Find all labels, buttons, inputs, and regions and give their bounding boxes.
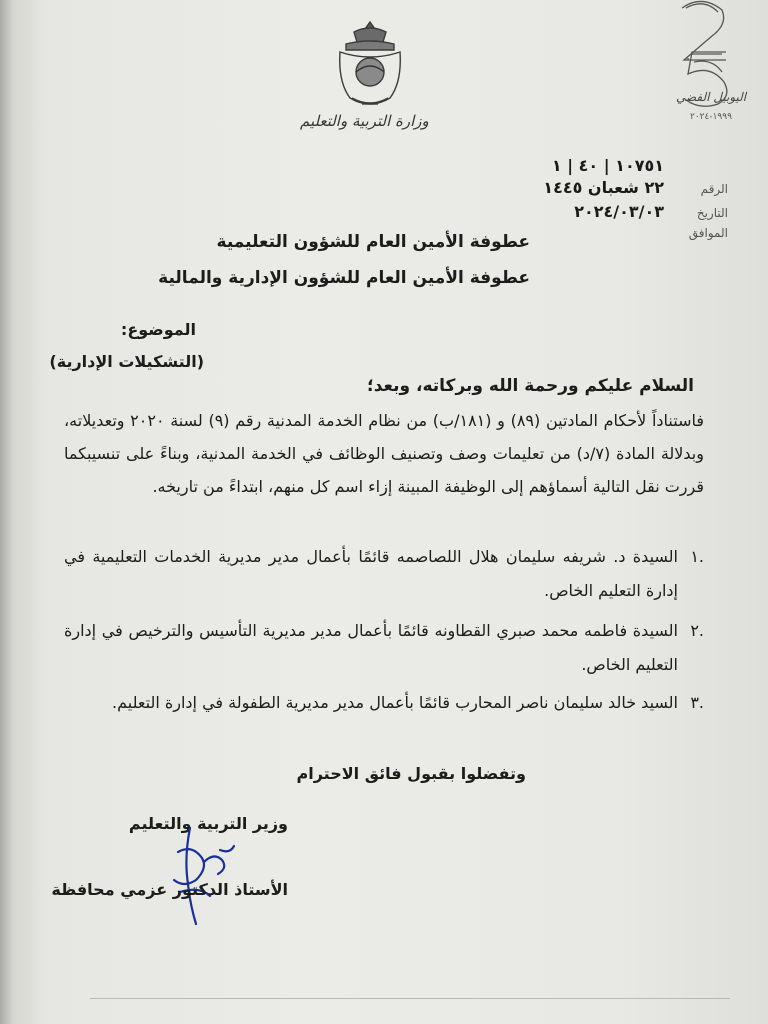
list-item-number: .١	[690, 547, 704, 566]
jubilee-caption: اليوبيل الفضي	[676, 90, 747, 104]
reference-number: ١٠٧٥١ | ٤٠ | ١	[551, 156, 664, 175]
signatory-title: وزير التربية والتعليم	[128, 814, 288, 833]
gregorian-date: ٢٠٢٤/٠٣/٠٣	[574, 202, 664, 221]
date-label: التاريخ	[696, 206, 728, 220]
list-item-text: السيد خالد سليمان ناصر المحارب قائمًا بأعمال مدير مديرية الطفولة في إدارة التعليم.	[112, 693, 678, 712]
scan-edge-shadow	[0, 0, 14, 1024]
greeting: السلام عليكم ورحمة الله وبركاته، وبعد؛	[366, 376, 694, 396]
signatory-name: الأستاذ الدكتور عزمي محافظة	[51, 880, 288, 899]
list-item-number: .٢	[690, 621, 704, 640]
list-item	[64, 540, 704, 608]
jordan-crest-icon	[332, 18, 408, 110]
list-item	[64, 614, 704, 682]
list-item-text: السيدة د. شريفه سليمان هلال اللصاصمه قائمًا بأعمال مدير مديرية الخدمات التعليمية في إدارة التعليم الخاص.	[64, 547, 678, 600]
handwritten-signature-icon	[150, 822, 250, 932]
addressee-education: عطوفة الأمين العام للشؤون التعليمية	[216, 232, 530, 252]
date-row	[574, 202, 728, 221]
list-item-text: السيدة فاطمه محمد صبري القطاونه قائمًا بأعمال مدير مديرية التأسيس والترخيص في إدارة التعليم الخاص.	[64, 621, 678, 674]
reference-number-row	[552, 156, 728, 175]
subject-value: (التشكيلات الإدارية)	[49, 352, 204, 371]
hijri-date: ٢٢ شعبان ١٤٤٥	[543, 178, 664, 197]
list-item	[64, 686, 704, 720]
body-paragraph: فاستناداً لأحكام المادتين (٨٩) و (١٨١/ب) من نظام الخدمة المدنية رقم (٩) لسنة ٢٠٢٠ وتعديلاته، وبدلالة المادة (٧/د) من تعليمات وصف وتصنيف الوظائف في الخدمة المدنية، وبناءً على تنسيبكما قررت نقل التالية أسماؤهم إلى الوظيفة المبينة إزاء اسم كل منهم، ابتداءً من تاريخه.	[64, 411, 704, 496]
jubilee-years: ١٩٩٩-٢٠٢٤	[690, 112, 732, 122]
reference-label-row	[543, 178, 728, 197]
list-item-number: .٣	[690, 693, 704, 712]
closing-line: وتفضلوا بقبول فائق الاحترام	[296, 764, 526, 783]
reference-label: الرقم	[700, 182, 728, 196]
silver-jubilee-25-icon	[668, 0, 742, 126]
ministry-logo-text: وزارة التربية والتعليم	[300, 112, 429, 130]
corresponding-row	[678, 226, 728, 240]
subject-label: الموضوع:	[120, 320, 196, 339]
footer-divider	[90, 998, 730, 999]
corresponding-label: الموافق	[688, 226, 728, 240]
addressee-admin-finance: عطوفة الأمين العام للشؤون الإدارية والمالية	[158, 268, 530, 288]
